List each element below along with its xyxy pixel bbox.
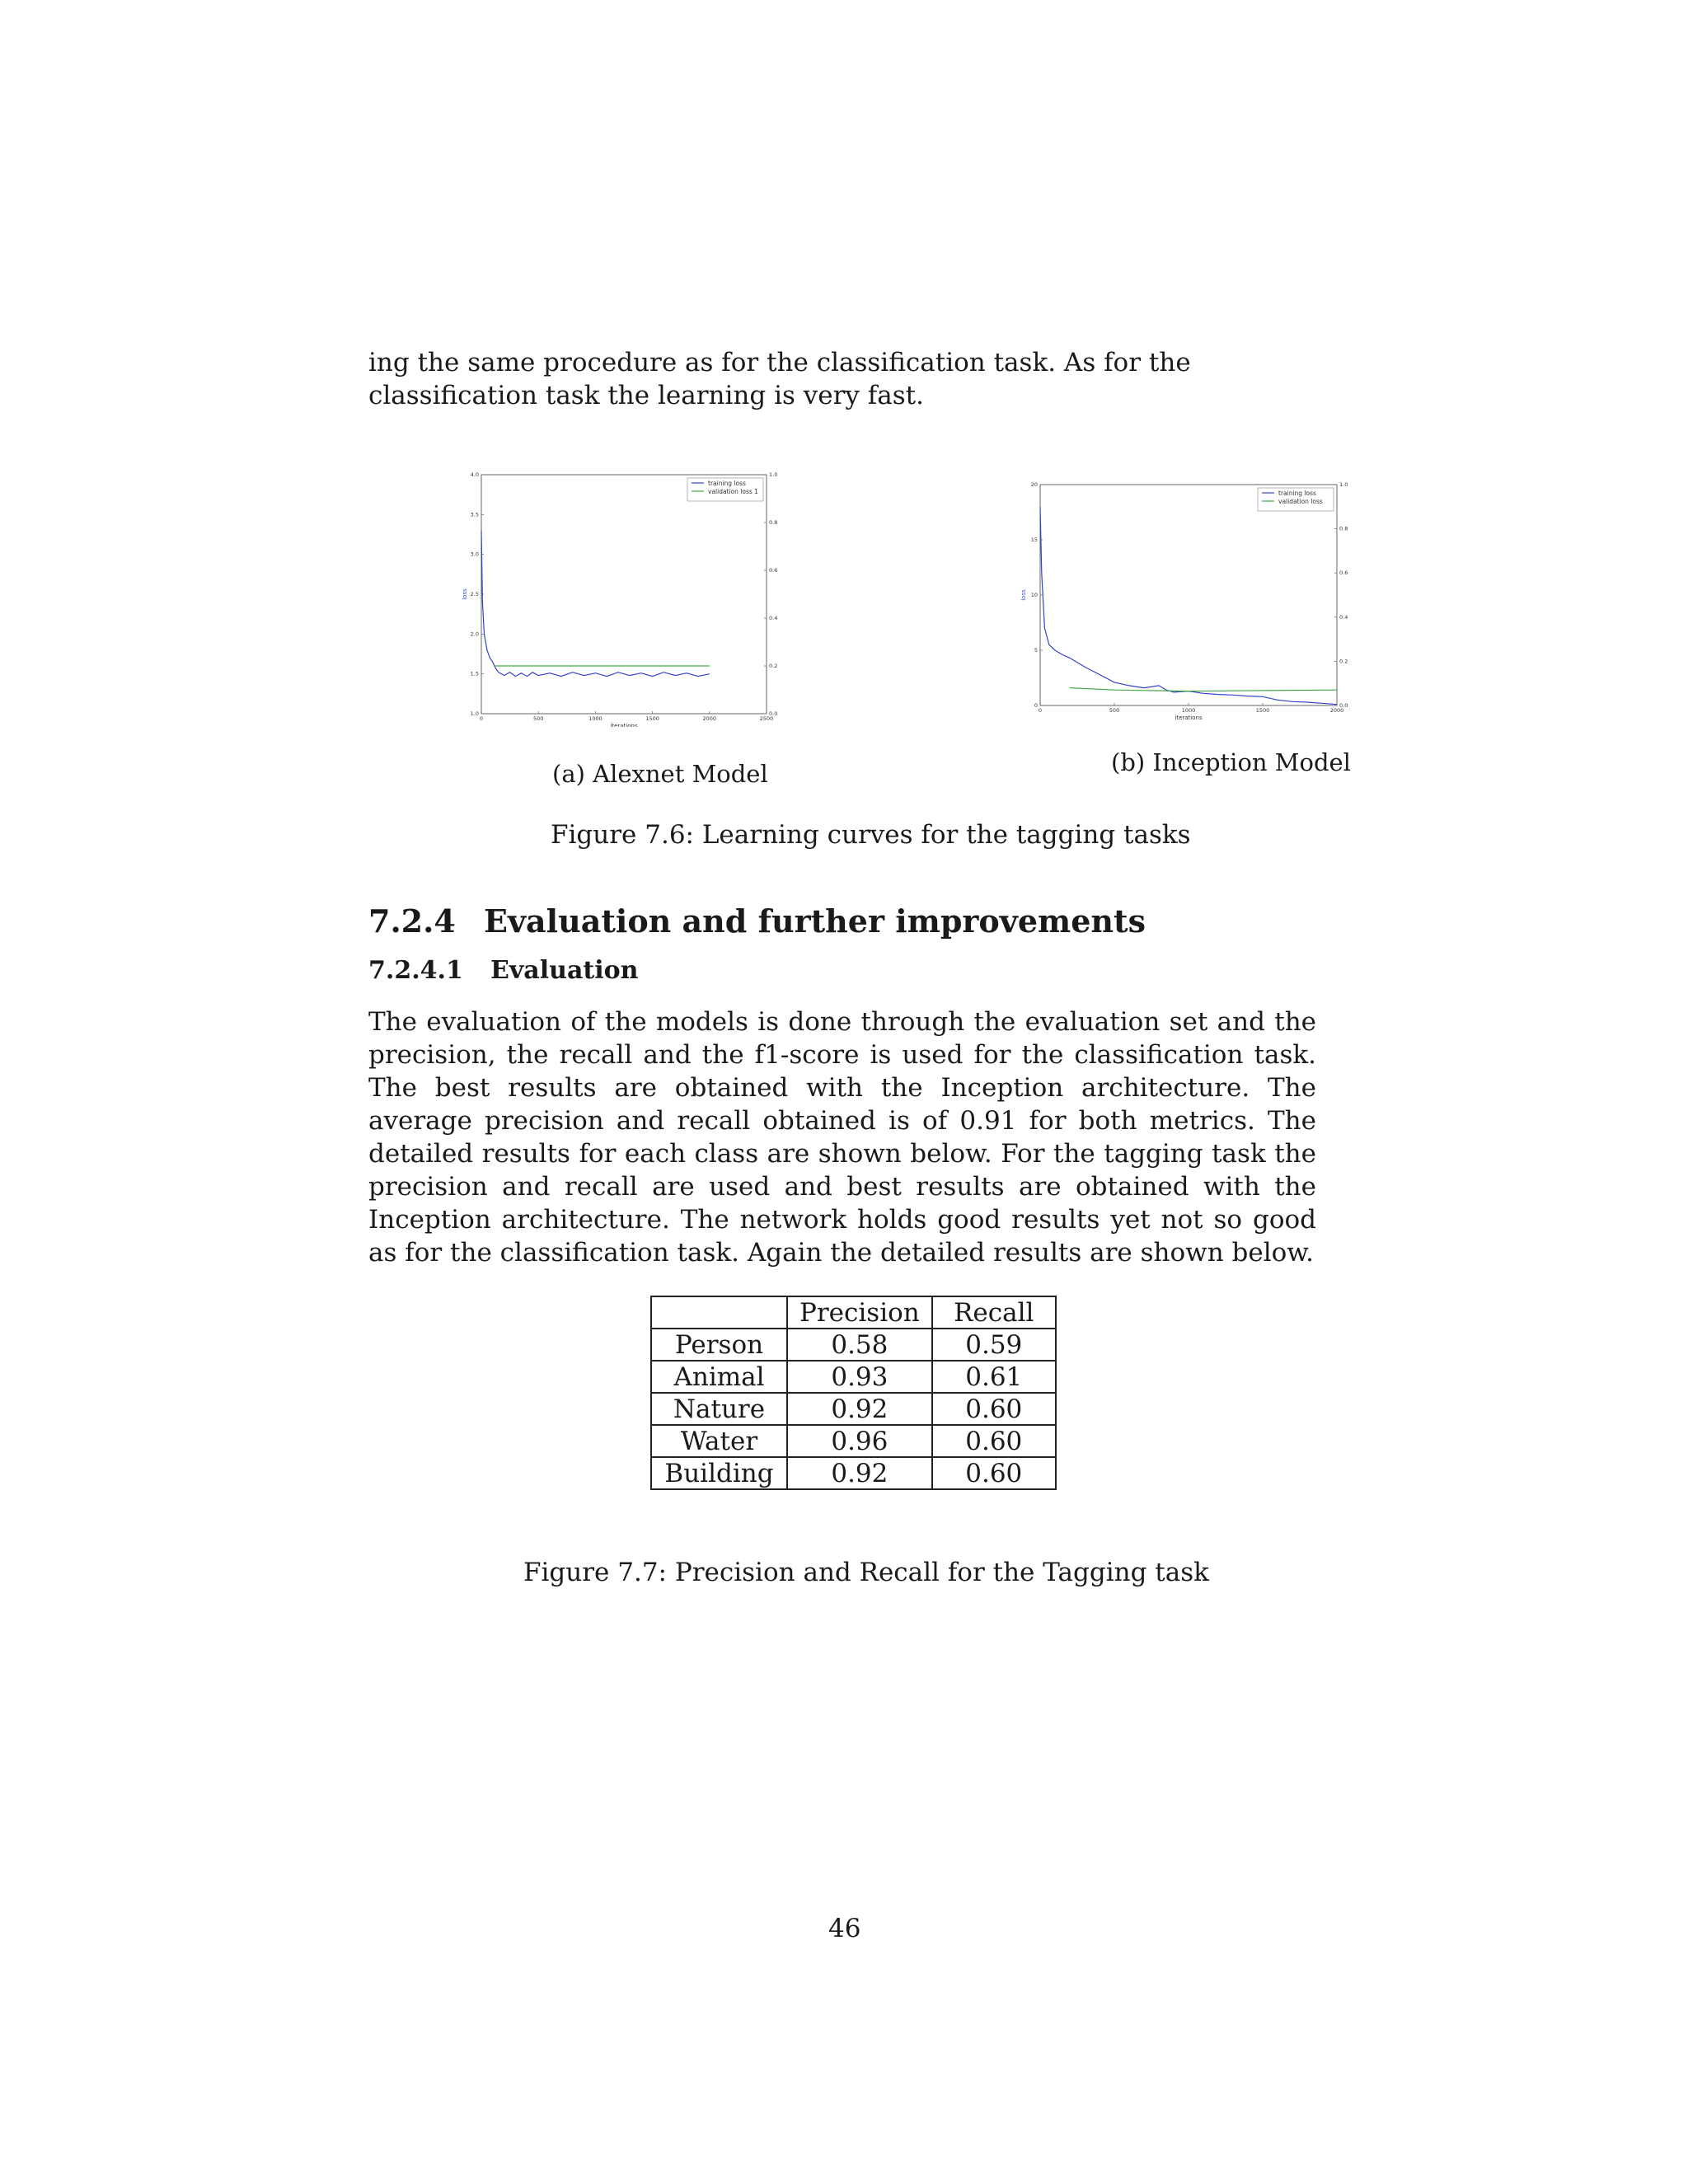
y2-tick-label: 1.0 <box>769 471 778 478</box>
y2-tick-label: 0.4 <box>769 615 778 621</box>
table-cell-precision: 0.92 <box>787 1393 932 1425</box>
y-tick-label: 2.5 <box>470 591 479 598</box>
table-header-cell: Precision <box>787 1296 932 1329</box>
subcaption-b: (b) Inception Model <box>1111 748 1351 776</box>
table-cell-recall: 0.59 <box>932 1329 1056 1361</box>
table-cell-recall: 0.60 <box>932 1425 1056 1457</box>
x-tick-label: 500 <box>1109 707 1120 714</box>
page-number: 46 <box>828 1914 861 1943</box>
series-line <box>1040 507 1337 705</box>
intro-paragraph: ing the same procedure as for the classification task. As for the classification task the learning is very fast. <box>368 348 1191 410</box>
table-cell-recall: 0.60 <box>932 1393 1056 1425</box>
legend-entry: training loss <box>708 480 746 487</box>
table-row <box>651 1457 1056 1489</box>
precision-recall-table <box>650 1296 1057 1490</box>
evaluation-paragraph: The evaluation of the models is done through the evaluation set and the precision, the recall and the f1-score is used for the classification task. The best results are obtained with the Inception architecture. The average precision and recall obtained is of 0.91 for both metrics. The detailed results for each class are shown below. For the tagging task the precision and recall are used and best results are obtained with the Inception architecture. The network holds good results yet not so good as for the classification task. Again the detailed results are shown below. <box>368 1007 1316 1268</box>
table-row <box>651 1329 1056 1361</box>
y2-tick-label: 0.6 <box>1339 569 1348 577</box>
y2-tick-label: 0.4 <box>1339 613 1348 621</box>
y-tick-label: 0 <box>1034 702 1038 709</box>
table-cell-recall: 0.61 <box>932 1361 1056 1393</box>
x-tick-label: 2000 <box>702 715 717 722</box>
table-cell-precision: 0.93 <box>787 1361 932 1393</box>
y-tick-label: 15 <box>1030 537 1038 543</box>
legend-entry: validation loss <box>1278 498 1323 505</box>
inception-chart-svg <box>1014 476 1360 732</box>
table-cell-precision: 0.92 <box>787 1457 932 1489</box>
y2-tick-label: 0.0 <box>769 710 778 717</box>
series-line <box>481 531 710 677</box>
y-tick-label: 1.0 <box>470 710 479 717</box>
table-row <box>651 1361 1056 1393</box>
y-tick-label: 4.0 <box>470 471 479 478</box>
table-cell-class: Water <box>651 1425 787 1457</box>
x-tick-label: 2000 <box>1329 707 1344 714</box>
y2-tick-label: 0.8 <box>1339 525 1348 532</box>
inception-learning-curve-chart <box>1014 476 1360 732</box>
section-title: Evaluation and further improvements <box>484 902 1146 940</box>
table-cell-recall: 0.60 <box>932 1457 1056 1489</box>
figure-7-6-caption: Figure 7.6: Learning curves for the tagging tasks <box>551 820 1191 850</box>
plot-frame <box>481 475 767 714</box>
alexnet-learning-curve-chart <box>455 465 785 727</box>
plot-frame <box>1040 485 1337 705</box>
section-heading <box>368 902 1146 940</box>
y2-tick-label: 0.6 <box>769 567 778 574</box>
alexnet-chart-svg <box>455 465 785 727</box>
x-tick-label: 2500 <box>759 715 774 722</box>
table-cell-class: Building <box>651 1457 787 1489</box>
x-tick-label: 0 <box>479 715 484 722</box>
table-header-cell <box>651 1296 787 1329</box>
section-number: 7.2.4 <box>368 902 456 940</box>
y-tick-label: 3.0 <box>470 551 479 558</box>
table-cell-precision: 0.58 <box>787 1329 932 1361</box>
x-axis-label: iterations <box>1175 715 1203 721</box>
x-tick-label: 0 <box>1038 707 1043 714</box>
y2-tick-label: 0.2 <box>769 663 778 669</box>
y-tick-label: 2.0 <box>470 630 479 638</box>
subsection-number: 7.2.4.1 <box>368 956 463 985</box>
series-line <box>1070 688 1337 691</box>
y-tick-label: 5 <box>1034 647 1038 654</box>
x-tick-label: 1000 <box>1181 707 1196 714</box>
x-axis-label: iterations <box>610 723 638 727</box>
table-header-cell: Recall <box>932 1296 1056 1329</box>
table-cell-class: Person <box>651 1329 787 1361</box>
x-tick-label: 500 <box>532 715 544 722</box>
figure-7-7-caption: Figure 7.7: Precision and Recall for the Tagging task <box>523 1558 1209 1587</box>
y-tick-label: 20 <box>1030 481 1038 488</box>
y-axis-label: loss <box>462 588 468 600</box>
y-tick-label: 10 <box>1030 592 1038 598</box>
y-tick-label: 3.5 <box>470 511 479 518</box>
table-header-row <box>651 1296 1056 1329</box>
y2-tick-label: 0.8 <box>769 519 778 526</box>
y2-tick-label: 0.0 <box>1339 702 1348 709</box>
subcaption-a: (a) Alexnet Model <box>552 760 768 788</box>
legend-entry: training loss <box>1278 490 1316 497</box>
y-axis-label: loss <box>1020 589 1027 601</box>
legend-entry: validation loss 1 <box>708 488 758 495</box>
x-tick-label: 1500 <box>1255 707 1270 714</box>
y2-tick-label: 0.2 <box>1339 658 1348 665</box>
y2-tick-label: 1.0 <box>1339 481 1348 488</box>
subsection-heading <box>368 956 638 985</box>
table-row <box>651 1425 1056 1457</box>
subsection-title: Evaluation <box>490 956 639 985</box>
table-cell-precision: 0.96 <box>787 1425 932 1457</box>
table-cell-class: Animal <box>651 1361 787 1393</box>
table-cell-class: Nature <box>651 1393 787 1425</box>
x-tick-label: 1500 <box>645 715 659 722</box>
y-tick-label: 1.5 <box>470 670 479 677</box>
table-row <box>651 1393 1056 1425</box>
x-tick-label: 1000 <box>588 715 603 722</box>
